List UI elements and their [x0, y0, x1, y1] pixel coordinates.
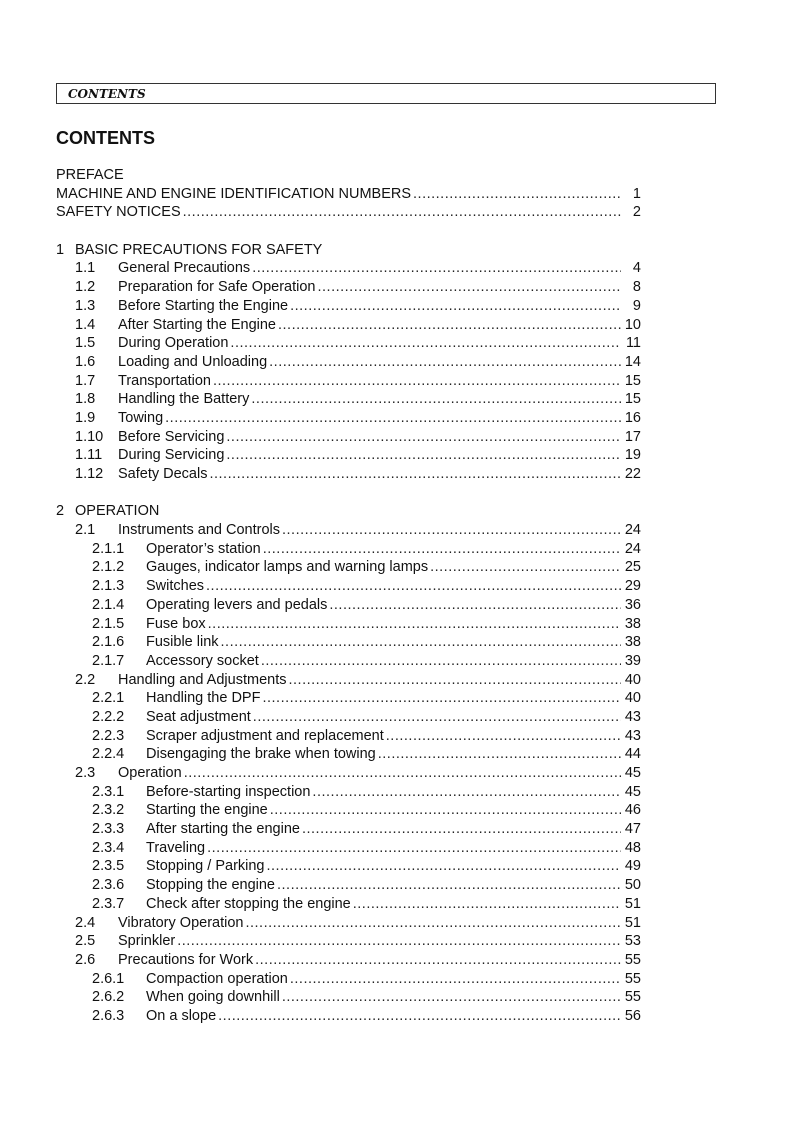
toc-entry-page: 10	[624, 316, 641, 333]
toc-entry[interactable]	[56, 633, 641, 652]
toc-dot-leader	[208, 615, 621, 634]
toc-entry-number: 2.2.2	[92, 708, 125, 725]
toc-entry-number: 2.3.4	[92, 839, 125, 856]
toc-entry-page: 24	[624, 522, 641, 539]
toc-dot-leader	[353, 895, 621, 914]
toc-entry-title: During Operation	[118, 335, 229, 352]
toc-entry-title: Compaction operation	[146, 970, 288, 987]
toc-dot-leader	[245, 914, 621, 933]
toc-entry-page: 39	[624, 652, 641, 669]
toc-dot-leader	[413, 185, 621, 204]
toc-entry-number: 1.8	[75, 391, 96, 408]
toc-entry-page: 55	[624, 951, 641, 968]
toc-entry-number: 2.6.3	[92, 1007, 125, 1024]
toc-entry-page: 1	[632, 185, 641, 202]
toc-entry[interactable]	[56, 409, 641, 428]
toc-entry-number: 2.3.1	[92, 783, 125, 800]
toc-dot-leader	[221, 633, 621, 652]
toc-entry-title: Stopping the engine	[146, 877, 275, 894]
toc-entry-title: Handling the Battery	[118, 391, 250, 408]
toc-dot-leader	[183, 203, 621, 222]
table-of-contents	[56, 166, 641, 1026]
toc-entry-number: 1.5	[75, 335, 96, 352]
toc-entry-number: 2.1.6	[92, 634, 125, 651]
toc-entry-page: 45	[624, 783, 641, 800]
toc-entry[interactable]	[56, 857, 641, 876]
toc-dot-leader	[278, 316, 621, 335]
toc-entry-page: 15	[624, 391, 641, 408]
toc-entry[interactable]	[56, 521, 641, 540]
toc-entry-page: 55	[624, 989, 641, 1006]
toc-entry[interactable]	[56, 278, 641, 297]
toc-entry-number: 2.2.1	[92, 690, 125, 707]
toc-dot-leader	[255, 951, 621, 970]
toc-entry-page: 36	[624, 596, 641, 613]
toc-chapter-entry[interactable]	[56, 241, 641, 260]
toc-entry[interactable]	[56, 671, 641, 690]
toc-entry[interactable]	[56, 839, 641, 858]
toc-entry-number: 2.2	[75, 671, 96, 688]
toc-entry[interactable]	[56, 334, 641, 353]
toc-entry-number: 2.2.4	[92, 746, 125, 763]
toc-entry-title: Loading and Unloading	[118, 353, 268, 370]
toc-entry-number: 1.11	[75, 447, 103, 464]
toc-dot-leader	[207, 839, 621, 858]
toc-entry-title: When going downhill	[146, 989, 280, 1006]
toc-dot-leader	[386, 727, 621, 746]
toc-entry-title: Towing	[118, 409, 164, 426]
toc-entry-title: Scraper adjustment and replacement	[146, 727, 384, 744]
toc-dot-leader	[312, 783, 621, 802]
toc-dot-leader	[230, 334, 621, 353]
toc-entry-title: After Starting the Engine	[118, 316, 276, 333]
toc-entry-page: 47	[624, 821, 641, 838]
toc-entry-page: 48	[624, 839, 641, 856]
toc-entry-page: 22	[624, 466, 641, 482]
toc-entry[interactable]	[56, 353, 641, 372]
toc-dot-leader	[290, 970, 621, 989]
toc-entry[interactable]	[56, 259, 641, 278]
toc-dot-leader	[165, 409, 621, 428]
toc-entry[interactable]	[56, 596, 641, 615]
toc-dot-leader	[269, 353, 621, 372]
toc-entry[interactable]	[56, 652, 641, 671]
toc-entry-title: Handling and Adjustments	[118, 671, 287, 688]
toc-entry[interactable]	[56, 708, 641, 727]
toc-entry-title: Gauges, indicator lamps and warning lamps	[146, 559, 429, 576]
toc-entry-number: 1.2	[75, 279, 96, 296]
toc-entry[interactable]	[56, 428, 641, 447]
toc-spacer	[56, 222, 641, 241]
toc-dot-leader	[263, 540, 621, 559]
toc-entry-page: 24	[624, 540, 641, 557]
toc-entry-number: 1.10	[75, 428, 104, 445]
toc-entry[interactable]	[56, 932, 641, 951]
toc-dot-leader	[206, 577, 621, 596]
toc-dot-leader	[218, 1007, 621, 1026]
toc-dot-leader	[253, 708, 621, 727]
toc-entry-number: 1.9	[75, 409, 96, 426]
toc-entry[interactable]	[56, 316, 641, 335]
toc-entry[interactable]	[56, 727, 641, 746]
toc-entry-number: 2.3.3	[92, 821, 125, 838]
toc-entry-title: Seat adjustment	[146, 708, 251, 725]
toc-entry-page: 38	[624, 634, 641, 651]
toc-entry-number: 2.3.7	[92, 895, 125, 912]
toc-entry-page: 15	[624, 372, 641, 389]
toc-entry-page: 49	[624, 858, 641, 875]
toc-entry-page: 29	[624, 578, 641, 595]
toc-dot-leader	[226, 428, 621, 447]
toc-entry-title: During Servicing	[118, 447, 225, 464]
toc-entry-number: 2.1.5	[92, 615, 125, 632]
toc-entry-page: 25	[624, 559, 641, 576]
toc-entry-number: 1.12	[75, 466, 104, 482]
toc-entry-page: 9	[632, 297, 641, 314]
toc-entry-title: Switches	[146, 578, 205, 595]
toc-entry[interactable]	[56, 540, 641, 559]
toc-dot-leader	[282, 988, 621, 1007]
toc-entry-number: 2.1.4	[92, 596, 125, 613]
toc-entry-title: Operating levers and pedals	[146, 596, 328, 613]
toc-entry[interactable]	[56, 446, 641, 465]
toc-entry-page: 40	[624, 671, 641, 688]
toc-dot-leader	[184, 764, 621, 783]
toc-entry-page: 40	[624, 690, 641, 707]
toc-entry-page: 43	[624, 727, 641, 744]
toc-dot-leader	[329, 596, 621, 615]
toc-chapter-entry[interactable]	[56, 185, 641, 204]
toc-entry[interactable]	[56, 390, 641, 409]
toc-entry-title: SAFETY NOTICES	[56, 204, 181, 221]
toc-entry-title: PREFACE	[56, 167, 124, 183]
toc-entry[interactable]	[56, 820, 641, 839]
toc-spacer	[56, 484, 641, 503]
toc-entry-title: Precautions for Work	[118, 951, 254, 968]
toc-entry-number: 1	[56, 241, 65, 258]
toc-entry-page: 19	[624, 447, 641, 464]
toc-entry-title: Vibratory Operation	[118, 914, 244, 931]
page-title: CONTENTS	[56, 128, 155, 148]
toc-entry-number: 1.3	[75, 297, 96, 314]
toc-entry[interactable]	[56, 951, 641, 970]
toc-entry-page: 56	[624, 1007, 641, 1024]
toc-dot-leader	[261, 652, 621, 671]
toc-entry-page: 11	[625, 335, 641, 352]
toc-entry[interactable]	[56, 465, 641, 484]
toc-entry-title: MACHINE AND ENGINE IDENTIFICATION NUMBERS	[56, 185, 412, 202]
toc-dot-leader	[378, 745, 621, 764]
toc-entry[interactable]	[56, 783, 641, 802]
toc-entry-number: 2.6	[75, 951, 96, 968]
toc-entry-number: 2.1.3	[92, 578, 125, 595]
toc-dot-leader	[267, 857, 622, 876]
toc-entry-title: Preparation for Safe Operation	[118, 279, 316, 296]
toc-entry-title: Fusible link	[146, 634, 219, 651]
toc-entry-title: Before Servicing	[118, 428, 225, 445]
toc-entry-title: BASIC PRECAUTIONS FOR SAFETY	[75, 241, 323, 258]
toc-dot-leader	[277, 876, 621, 895]
toc-entry-number: 2.1	[75, 522, 96, 539]
toc-entry-page: 4	[632, 260, 641, 277]
toc-entry-number: 2.3	[75, 765, 96, 781]
toc-entry-number: 2.6.1	[92, 970, 125, 987]
toc-entry-page: 14	[624, 353, 641, 370]
toc-entry-title: OPERATION	[75, 503, 160, 520]
toc-dot-leader	[177, 932, 621, 951]
toc-entry-number: 2.3.6	[92, 877, 125, 894]
toc-entry-title: Fuse box	[146, 615, 206, 632]
toc-entry-title: Operation	[118, 765, 182, 781]
running-header-label: CONTENTS	[68, 87, 146, 101]
toc-entry-page: 38	[624, 615, 641, 632]
toc-dot-leader	[288, 671, 621, 690]
toc-entry-number: 2.2.3	[92, 727, 125, 744]
toc-entry-page: 55	[624, 970, 641, 987]
toc-entry-page: 17	[624, 428, 641, 445]
toc-dot-leader	[270, 801, 621, 820]
toc-entry-page: 50	[624, 877, 641, 894]
toc-entry[interactable]	[56, 914, 641, 933]
running-header	[56, 83, 716, 104]
toc-entry[interactable]	[56, 689, 641, 708]
toc-entry-title: On a slope	[146, 1007, 217, 1024]
toc-entry-number: 2.3.5	[92, 858, 125, 875]
toc-entry[interactable]	[56, 876, 641, 895]
toc-entry[interactable]	[56, 970, 641, 989]
toc-entry-title: Starting the engine	[146, 802, 268, 819]
toc-entry-number: 2	[56, 503, 65, 520]
toc-entry[interactable]	[56, 372, 641, 391]
toc-dot-leader	[290, 297, 621, 316]
toc-entry-page: 44	[624, 746, 641, 763]
toc-entry-number: 1.1	[75, 260, 96, 277]
toc-entry-title: General Precautions	[118, 260, 251, 277]
toc-entry-number: 2.6.2	[92, 989, 125, 1006]
toc-entry-title: After starting the engine	[146, 821, 300, 838]
toc-entry[interactable]	[56, 1007, 641, 1026]
toc-entry-page: 43	[624, 708, 641, 725]
toc-entry-number: 2.1.1	[92, 540, 125, 557]
toc-dot-leader	[252, 259, 621, 278]
toc-entry[interactable]	[56, 988, 641, 1007]
toc-entry-page: 51	[624, 895, 641, 912]
toc-dot-leader	[302, 820, 621, 839]
toc-entry-title: Instruments and Controls	[118, 522, 280, 539]
toc-entry-title: Check after stopping the engine	[146, 895, 351, 912]
toc-chapter-entry[interactable]	[56, 166, 641, 185]
toc-entry-number: 2.3.2	[92, 802, 125, 819]
toc-chapter-entry[interactable]	[56, 203, 641, 222]
toc-entry[interactable]	[56, 558, 641, 577]
toc-entry-number: 2.1.2	[92, 559, 125, 576]
toc-entry-page: 53	[624, 933, 641, 950]
toc-entry[interactable]	[56, 764, 641, 783]
toc-entry-page: 45	[624, 765, 641, 781]
toc-entry[interactable]	[56, 895, 641, 914]
toc-entry-page: 2	[632, 204, 641, 221]
toc-entry-title: Stopping / Parking	[146, 858, 265, 875]
toc-entry-number: 2.4	[75, 914, 96, 931]
toc-entry-number: 1.7	[75, 372, 96, 389]
toc-dot-leader	[262, 689, 621, 708]
toc-entry[interactable]	[56, 297, 641, 316]
toc-dot-leader	[209, 465, 621, 484]
toc-dot-leader	[317, 278, 621, 297]
toc-entry[interactable]	[56, 615, 641, 634]
toc-entry-title: Before Starting the Engine	[118, 297, 289, 314]
toc-entry[interactable]	[56, 801, 641, 820]
toc-entry-title: Safety Decals	[118, 466, 208, 482]
toc-entry-page: 46	[624, 802, 641, 819]
toc-entry[interactable]	[56, 745, 641, 764]
toc-entry-number: 2.5	[75, 933, 96, 950]
toc-entry-page: 16	[624, 409, 641, 426]
toc-entry-title: Handling the DPF	[146, 690, 261, 707]
toc-entry-title: Traveling	[146, 839, 206, 856]
toc-entry-title: Transportation	[118, 372, 211, 389]
toc-dot-leader	[226, 446, 621, 465]
toc-dot-leader	[282, 521, 621, 540]
toc-entry-page: 8	[632, 279, 641, 296]
toc-entry-title: Accessory socket	[146, 652, 259, 669]
toc-entry-title: Before-starting inspection	[146, 783, 311, 800]
toc-entry[interactable]	[56, 577, 641, 596]
toc-dot-leader	[430, 558, 621, 577]
toc-chapter-entry[interactable]	[56, 502, 641, 521]
toc-entry-title: Operator’s station	[146, 540, 261, 557]
toc-entry-number: 2.1.7	[92, 652, 125, 669]
toc-entry-page: 51	[624, 914, 641, 931]
toc-dot-leader	[251, 390, 621, 409]
toc-entry-title: Disengaging the brake when towing	[146, 746, 376, 763]
toc-dot-leader	[213, 372, 621, 391]
toc-entry-title: Sprinkler	[118, 933, 176, 950]
toc-entry-number: 1.4	[75, 316, 96, 333]
toc-entry-number: 1.6	[75, 353, 96, 370]
